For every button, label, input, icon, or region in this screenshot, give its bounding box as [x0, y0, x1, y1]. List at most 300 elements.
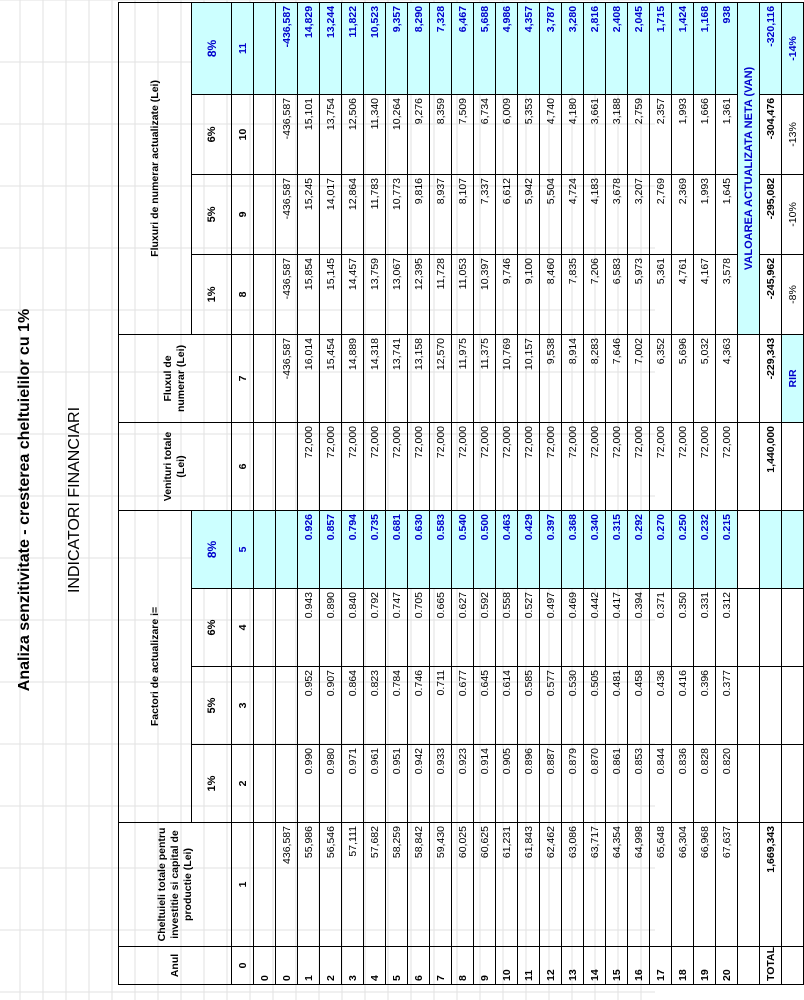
factor-8-cell: 0.794: [342, 510, 364, 588]
flux-act-8-cell: 2,408: [606, 2, 628, 94]
year-cell: 17: [650, 947, 672, 985]
flux-act-8-cell: 1,424: [672, 2, 694, 94]
factor-5-cell: 0.458: [628, 667, 650, 745]
venituri-cell: 72,000: [672, 422, 694, 510]
factor-6-cell: 0.747: [386, 589, 408, 667]
rate-8: 8%: [192, 510, 232, 588]
factor-5-cell: 0.645: [474, 667, 496, 745]
flux-act-8-cell: 11,822: [342, 2, 364, 94]
total-act-6: -304,476: [760, 94, 782, 174]
empty-cell: [782, 745, 804, 823]
column-number: 9: [232, 174, 254, 254]
flux-act-5-cell: 5,504: [540, 174, 562, 254]
flux-act-6-cell: 4,740: [540, 94, 562, 174]
empty-cell: [760, 745, 782, 823]
empty-cell: [254, 745, 276, 823]
empty-cell: [254, 334, 276, 422]
flux-act-8-cell: 14,829: [298, 2, 320, 94]
table-row: [298, 2, 320, 984]
cheltuieli-cell: 60,025: [452, 823, 474, 947]
flux-act-6-cell: 13,754: [320, 94, 342, 174]
empty-cell: [760, 589, 782, 667]
factor-8-cell: 0.270: [650, 510, 672, 588]
cheltuieli-cell: 63,717: [584, 823, 606, 947]
total-cheltuieli: 1,669,343: [760, 823, 782, 947]
table-row: [672, 2, 694, 984]
npv-label-row: [738, 2, 760, 984]
factor-1-cell: 0.844: [650, 745, 672, 823]
flux-act-8-cell: 1,715: [650, 2, 672, 94]
flux-cell: 11,375: [474, 334, 496, 422]
flux-cell: 5,696: [672, 334, 694, 422]
flux-act-5-cell: 1,993: [694, 174, 716, 254]
flux-cell: 8,914: [562, 334, 584, 422]
cheltuieli-cell: 67,637: [716, 823, 738, 947]
cheltuieli-cell: 62,462: [540, 823, 562, 947]
year-cell: 19: [694, 947, 716, 985]
year-cell: 14: [584, 947, 606, 985]
empty-cell: [254, 94, 276, 174]
empty-cell: [782, 667, 804, 745]
total-act-8: -320,116: [760, 2, 782, 94]
flux-act-6-cell: 15,101: [298, 94, 320, 174]
rate-5: 5%: [192, 667, 232, 745]
factor-1-cell: 0.879: [562, 745, 584, 823]
flux-cell: 5,032: [694, 334, 716, 422]
flux-act-5-cell: 10,773: [386, 174, 408, 254]
header-flux: Fluxul de numerar (Lei): [119, 334, 232, 422]
flux-act-8-cell: 3,787: [540, 2, 562, 94]
flux-act-8-cell: 8,290: [408, 2, 430, 94]
factor-8-cell: 0.926: [298, 510, 320, 588]
total-act-5: -295,082: [760, 174, 782, 254]
cheltuieli-cell: 61,231: [496, 823, 518, 947]
empty-cell: [738, 510, 760, 588]
factor-8-cell: 0.630: [408, 510, 430, 588]
factor-8-cell: 0.397: [540, 510, 562, 588]
year-cell: 18: [672, 947, 694, 985]
flux-cell: 9,538: [540, 334, 562, 422]
flux-act-5-cell: 15,245: [298, 174, 320, 254]
flux-act-5-cell: 8,107: [452, 174, 474, 254]
indicators-table: [118, 2, 804, 985]
flux-act-1-cell: 12,395: [408, 254, 430, 334]
rir-6: -13%: [782, 94, 804, 174]
factor-6-cell: 0.394: [628, 589, 650, 667]
flux-cell: -436,587: [276, 334, 298, 422]
cheltuieli-cell: 58,842: [408, 823, 430, 947]
empty-cell: [738, 422, 760, 510]
factor-8-cell: 0.500: [474, 510, 496, 588]
cheltuieli-cell: 436,587: [276, 823, 298, 947]
flux-act-8-cell: 1,168: [694, 2, 716, 94]
factor-1-cell: 0.990: [298, 745, 320, 823]
venituri-cell: 72,000: [364, 422, 386, 510]
empty-cell: [782, 422, 804, 510]
cheltuieli-cell: 65,648: [650, 823, 672, 947]
factor-5-cell: 0.711: [430, 667, 452, 745]
year-cell: 13: [562, 947, 584, 985]
flux-act-5-cell: 3,207: [628, 174, 650, 254]
year-cell: 0: [254, 947, 276, 985]
venituri-cell: 72,000: [518, 422, 540, 510]
column-number: 2: [232, 745, 254, 823]
empty-cell: [254, 2, 276, 94]
venituri-cell: 72,000: [496, 422, 518, 510]
flux-act-6-cell: 2,357: [650, 94, 672, 174]
flux-act-5-cell: 11,783: [364, 174, 386, 254]
table-row: [540, 2, 562, 984]
flux-act-1-cell: -436,587: [276, 254, 298, 334]
flux-act-6-cell: -436,587: [276, 94, 298, 174]
empty-cell: [254, 667, 276, 745]
flux-act-5-cell: 14,017: [320, 174, 342, 254]
flux-act-1-cell: 14,457: [342, 254, 364, 334]
table-row: [254, 2, 276, 984]
cheltuieli-cell: 66,304: [672, 823, 694, 947]
venituri-cell: 72,000: [408, 422, 430, 510]
rate-6-flux: 6%: [192, 94, 232, 174]
empty-cell: [738, 823, 760, 947]
flux-act-1-cell: 3,578: [716, 254, 738, 334]
year-cell: 7: [430, 947, 452, 985]
year-cell: 10: [496, 947, 518, 985]
factor-8-cell: 0.292: [628, 510, 650, 588]
factor-8-cell: [276, 510, 298, 588]
venituri-cell: 72,000: [716, 422, 738, 510]
rate-1-flux: 1%: [192, 254, 232, 334]
flux-act-6-cell: 11,340: [364, 94, 386, 174]
table-row: [650, 2, 672, 984]
factor-8-cell: 0.315: [606, 510, 628, 588]
flux-cell: 11,975: [452, 334, 474, 422]
table-row: [628, 2, 650, 984]
venituri-cell: 72,000: [584, 422, 606, 510]
cheltuieli-cell: 64,354: [606, 823, 628, 947]
flux-act-1-cell: 7,206: [584, 254, 606, 334]
cheltuieli-cell: 59,430: [430, 823, 452, 947]
empty-cell: [782, 510, 804, 588]
flux-act-5-cell: 2,369: [672, 174, 694, 254]
flux-act-1-cell: 10,397: [474, 254, 496, 334]
flux-cell: 12,570: [430, 334, 452, 422]
factor-6-cell: 0.558: [496, 589, 518, 667]
factor-6-cell: 0.792: [364, 589, 386, 667]
empty-cell: [782, 589, 804, 667]
empty-cell: [738, 745, 760, 823]
rir-1: -8%: [782, 254, 804, 334]
table-row: [430, 2, 452, 984]
flux-act-6-cell: 8,359: [430, 94, 452, 174]
empty-cell: [760, 510, 782, 588]
year-cell: 16: [628, 947, 650, 985]
venituri-cell: 72,000: [474, 422, 496, 510]
empty-cell: [254, 823, 276, 947]
factor-1-cell: 0.905: [496, 745, 518, 823]
flux-act-5-cell: 12,864: [342, 174, 364, 254]
factor-8-cell: 0.857: [320, 510, 342, 588]
year-cell: 0: [276, 947, 298, 985]
flux-act-8-cell: 6,467: [452, 2, 474, 94]
flux-cell: 15,454: [320, 334, 342, 422]
flux-cell: 6,352: [650, 334, 672, 422]
flux-act-5-cell: 5,942: [518, 174, 540, 254]
sheet-subtitle: INDICATORI FINANCIARI: [66, 406, 83, 594]
flux-cell: 4,363: [716, 334, 738, 422]
cheltuieli-cell: 57,111: [342, 823, 364, 947]
flux-cell: 8,283: [584, 334, 606, 422]
factor-5-cell: 0.907: [320, 667, 342, 745]
flux-act-1-cell: 7,835: [562, 254, 584, 334]
year-cell: 6: [408, 947, 430, 985]
rate-5-flux: 5%: [192, 174, 232, 254]
flux-act-1-cell: 13,067: [386, 254, 408, 334]
factor-6-cell: 0.943: [298, 589, 320, 667]
flux-act-5-cell: 8,937: [430, 174, 452, 254]
venituri-cell: 72,000: [342, 422, 364, 510]
empty-cell: [254, 422, 276, 510]
factor-5-cell: 0.530: [562, 667, 584, 745]
factor-1-cell: 0.896: [518, 745, 540, 823]
empty-cell: [782, 947, 804, 985]
cheltuieli-cell: 58,259: [386, 823, 408, 947]
factor-8-cell: 0.340: [584, 510, 606, 588]
rir-5: -10%: [782, 174, 804, 254]
cheltuieli-cell: 63,086: [562, 823, 584, 947]
flux-act-8-cell: 938: [716, 2, 738, 94]
column-number: 1: [232, 823, 254, 947]
flux-act-1-cell: 4,167: [694, 254, 716, 334]
factor-6-cell: 0.627: [452, 589, 474, 667]
flux-act-5-cell: 4,183: [584, 174, 606, 254]
flux-act-6-cell: 10,264: [386, 94, 408, 174]
flux-act-8-cell: 3,280: [562, 2, 584, 94]
factor-6-cell: 0.331: [694, 589, 716, 667]
factor-1-cell: 0.914: [474, 745, 496, 823]
venituri-cell: 72,000: [650, 422, 672, 510]
factor-6-cell: 0.840: [342, 589, 364, 667]
rir-8: -14%: [782, 2, 804, 94]
flux-act-6-cell: 7,509: [452, 94, 474, 174]
factor-8-cell: 0.215: [716, 510, 738, 588]
table-row: [716, 2, 738, 984]
factor-6-cell: 0.417: [606, 589, 628, 667]
factor-6-cell: 0.497: [540, 589, 562, 667]
flux-act-1-cell: 11,728: [430, 254, 452, 334]
venituri-cell: 72,000: [628, 422, 650, 510]
factor-8-cell: 0.232: [694, 510, 716, 588]
table-row: [562, 2, 584, 984]
factor-1-cell: 0.933: [430, 745, 452, 823]
factor-1-cell: 0.870: [584, 745, 606, 823]
factor-5-cell: 0.746: [408, 667, 430, 745]
cheltuieli-cell: 61,843: [518, 823, 540, 947]
flux-act-5-cell: -436,587: [276, 174, 298, 254]
venituri-cell: 72,000: [320, 422, 342, 510]
flux-act-6-cell: 6,009: [496, 94, 518, 174]
year-cell: 9: [474, 947, 496, 985]
flux-act-8-cell: 5,688: [474, 2, 496, 94]
flux-act-5-cell: 6,612: [496, 174, 518, 254]
factor-6-cell: 0.442: [584, 589, 606, 667]
table-row: [276, 2, 298, 984]
venituri-cell: 72,000: [430, 422, 452, 510]
factor-1-cell: 0.820: [716, 745, 738, 823]
year-cell: 12: [540, 947, 562, 985]
table-row: [474, 2, 496, 984]
factor-6-cell: 0.665: [430, 589, 452, 667]
factor-1-cell: 0.971: [342, 745, 364, 823]
rate-6: 6%: [192, 589, 232, 667]
factor-5-cell: 0.864: [342, 667, 364, 745]
column-number: 3: [232, 667, 254, 745]
factor-6-cell: 0.469: [562, 589, 584, 667]
factor-5-cell: 0.377: [716, 667, 738, 745]
table-row: [386, 2, 408, 984]
empty-cell: [254, 589, 276, 667]
rate-8-flux: 8%: [192, 2, 232, 94]
table-row: [584, 2, 606, 984]
flux-cell: 7,646: [606, 334, 628, 422]
venituri-cell: [276, 422, 298, 510]
year-cell: 15: [606, 947, 628, 985]
factor-1-cell: 0.887: [540, 745, 562, 823]
header-venituri: Venituri totale (Lei): [119, 422, 232, 510]
factor-6-cell: 0.350: [672, 589, 694, 667]
flux-cell: 16,014: [298, 334, 320, 422]
column-number: 7: [232, 334, 254, 422]
flux-act-1-cell: 4,761: [672, 254, 694, 334]
flux-act-1-cell: 6,583: [606, 254, 628, 334]
rate-1: 1%: [192, 745, 232, 823]
venituri-cell: 72,000: [562, 422, 584, 510]
flux-act-8-cell: 2,045: [628, 2, 650, 94]
factor-8-cell: 0.250: [672, 510, 694, 588]
total-label: TOTAL: [760, 947, 782, 985]
column-number: 11: [232, 2, 254, 94]
total-venituri: 1,440,000: [760, 422, 782, 510]
factor-6-cell: 0.312: [716, 589, 738, 667]
empty-cell: [738, 589, 760, 667]
column-number: 0: [232, 947, 254, 985]
rir-row: [782, 2, 804, 984]
header-fluxuri-actualizate: Fluxuri de numerar actualizate (Lei): [119, 2, 192, 334]
factor-6-cell: 0.705: [408, 589, 430, 667]
flux-act-1-cell: 5,361: [650, 254, 672, 334]
factor-1-cell: 0.951: [386, 745, 408, 823]
factor-1-cell: 0.961: [364, 745, 386, 823]
factor-5-cell: 0.577: [540, 667, 562, 745]
column-number: 8: [232, 254, 254, 334]
table-row: [320, 2, 342, 984]
flux-cell: 10,769: [496, 334, 518, 422]
cheltuieli-cell: 66,968: [694, 823, 716, 947]
total-flux: -229,343: [760, 334, 782, 422]
factor-5-cell: 0.585: [518, 667, 540, 745]
rir-label: RIR: [782, 334, 804, 422]
venituri-cell: 72,000: [386, 422, 408, 510]
factor-1-cell: 0.923: [452, 745, 474, 823]
flux-act-1-cell: 9,746: [496, 254, 518, 334]
flux-act-1-cell: 8,460: [540, 254, 562, 334]
flux-act-6-cell: 9,276: [408, 94, 430, 174]
flux-act-1-cell: 11,053: [452, 254, 474, 334]
flux-act-6-cell: 3,661: [584, 94, 606, 174]
year-cell: 20: [716, 947, 738, 985]
flux-act-5-cell: 2,769: [650, 174, 672, 254]
flux-act-8-cell: 10,523: [364, 2, 386, 94]
factor-5-cell: 0.481: [606, 667, 628, 745]
year-cell: 11: [518, 947, 540, 985]
factor-5-cell: 0.677: [452, 667, 474, 745]
factor-6-cell: 0.371: [650, 589, 672, 667]
flux-act-5-cell: 3,678: [606, 174, 628, 254]
flux-act-1-cell: 9,100: [518, 254, 540, 334]
flux-cell: 14,318: [364, 334, 386, 422]
flux-act-6-cell: 5,353: [518, 94, 540, 174]
year-cell: 8: [452, 947, 474, 985]
empty-cell: [738, 334, 760, 422]
header-anul: Anul: [119, 947, 232, 985]
factor-1-cell: 0.836: [672, 745, 694, 823]
year-cell: 1: [298, 947, 320, 985]
table-row: [518, 2, 540, 984]
flux-act-6-cell: 1,666: [694, 94, 716, 174]
sheet-title: Analiza senzitivitate - cresterea cheltuielilor cu 1%: [16, 308, 33, 692]
cheltuieli-cell: 57,682: [364, 823, 386, 947]
flux-act-8-cell: 7,328: [430, 2, 452, 94]
empty-cell: [760, 667, 782, 745]
flux-act-5-cell: 1,645: [716, 174, 738, 254]
table-row: [694, 2, 716, 984]
cheltuieli-cell: 64,998: [628, 823, 650, 947]
flux-act-8-cell: 9,357: [386, 2, 408, 94]
flux-act-8-cell: -436,587: [276, 2, 298, 94]
flux-act-1-cell: 13,759: [364, 254, 386, 334]
header-factori: Factori de actualizare i=: [119, 510, 192, 822]
factor-1-cell: 0.942: [408, 745, 430, 823]
factor-5-cell: 0.505: [584, 667, 606, 745]
factor-5-cell: [276, 667, 298, 745]
flux-act-5-cell: 7,337: [474, 174, 496, 254]
flux-act-8-cell: 2,816: [584, 2, 606, 94]
flux-act-6-cell: 12,506: [342, 94, 364, 174]
flux-cell: 13,741: [386, 334, 408, 422]
table-row: [452, 2, 474, 984]
flux-act-6-cell: 3,188: [606, 94, 628, 174]
factor-5-cell: 0.784: [386, 667, 408, 745]
column-number: 4: [232, 589, 254, 667]
flux-cell: 10,157: [518, 334, 540, 422]
flux-act-6-cell: 6,734: [474, 94, 496, 174]
factor-1-cell: [276, 745, 298, 823]
column-number: 10: [232, 94, 254, 174]
flux-act-8-cell: 4,357: [518, 2, 540, 94]
factor-8-cell: 0.368: [562, 510, 584, 588]
factor-6-cell: 0.592: [474, 589, 496, 667]
flux-act-1-cell: 15,145: [320, 254, 342, 334]
table-row: [408, 2, 430, 984]
table-row: [606, 2, 628, 984]
factor-5-cell: 0.952: [298, 667, 320, 745]
year-cell: 4: [364, 947, 386, 985]
venituri-cell: 72,000: [694, 422, 716, 510]
empty-cell: [738, 667, 760, 745]
year-cell: 5: [386, 947, 408, 985]
factor-6-cell: 0.890: [320, 589, 342, 667]
header-cheltuieli: Cheltuieli totale pentru investitie si capital de productie (Lei): [119, 823, 232, 947]
column-number: 5: [232, 510, 254, 588]
